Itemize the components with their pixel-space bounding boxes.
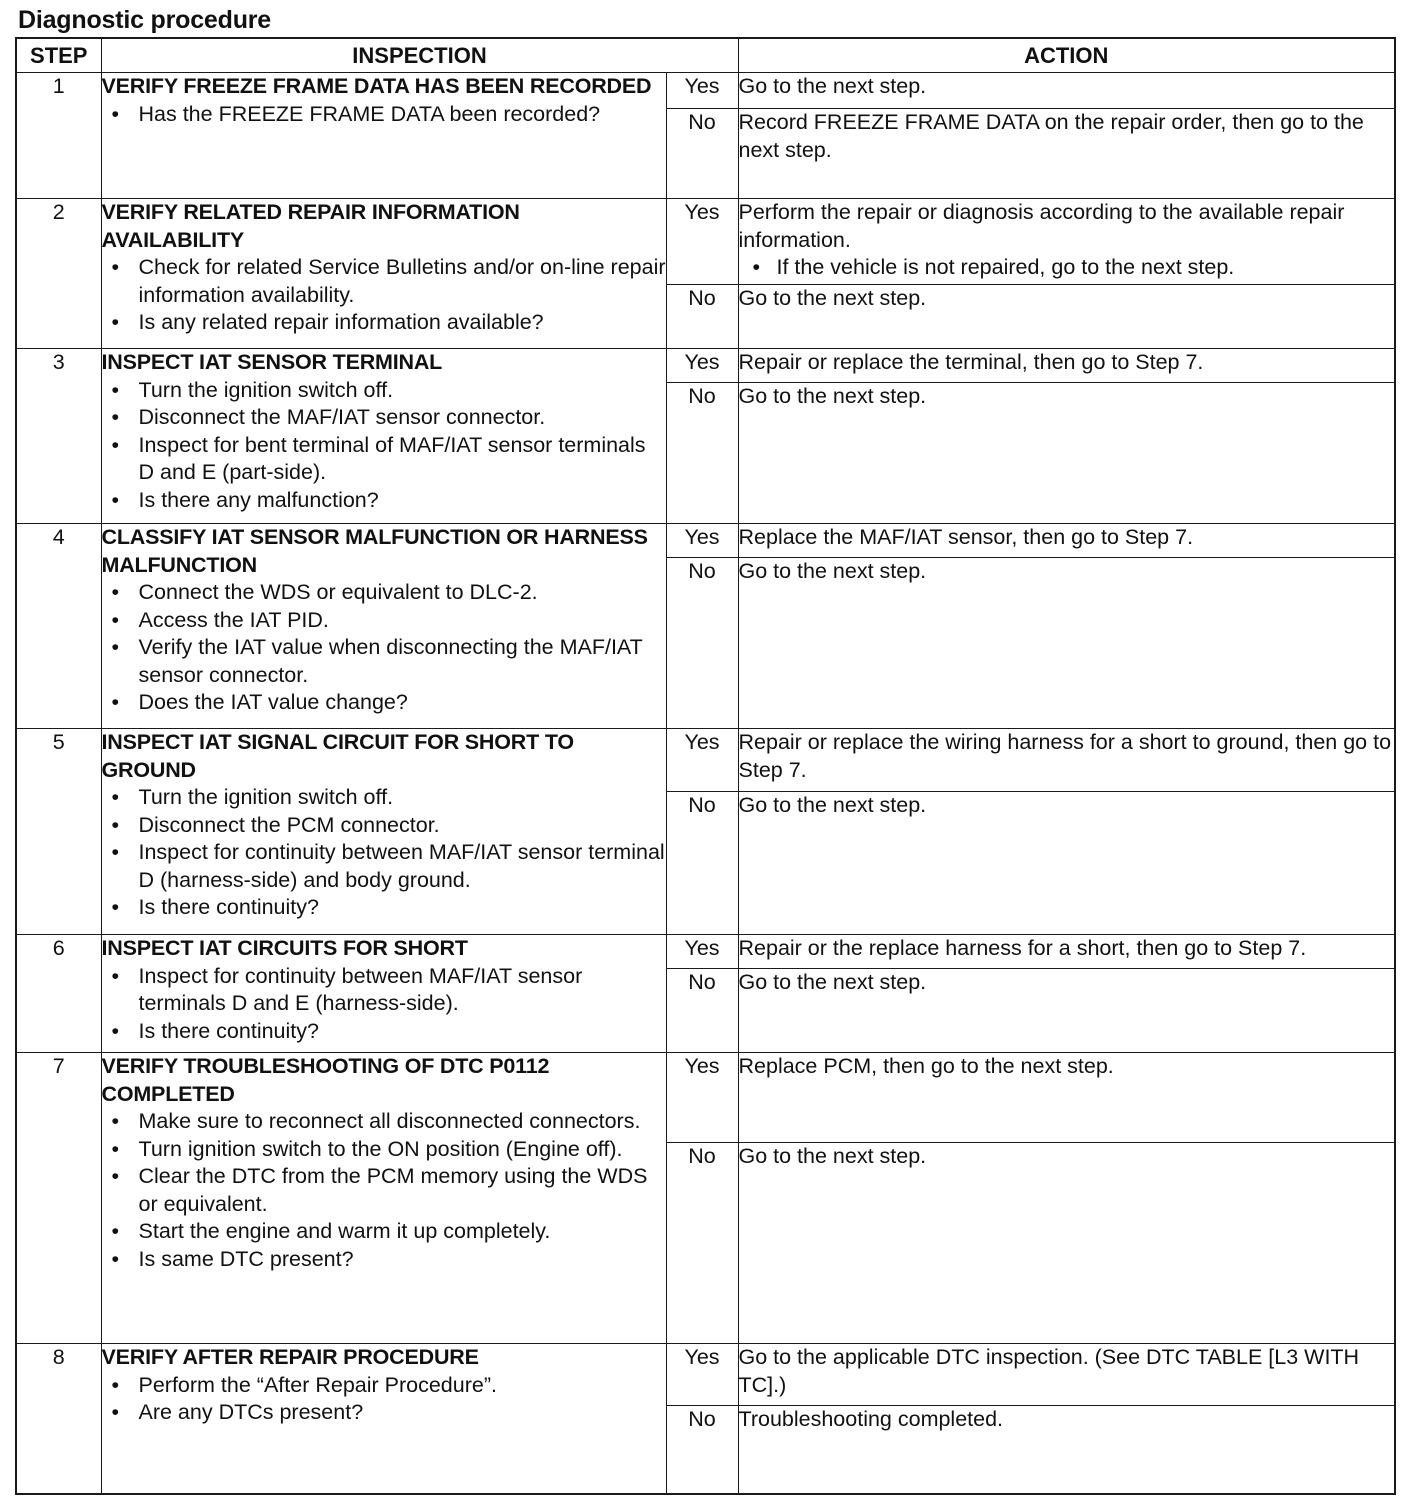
inspection-title: INSPECT IAT SENSOR TERMINAL (101, 350, 443, 374)
yes-label: Yes (666, 1344, 738, 1406)
inspection-title: CLASSIFY IAT SENSOR MALFUNCTION OR HARNESS MALFUNCTION (101, 525, 648, 577)
inspection-bullet: • Check for related Service Bulletins and/or on-line repair information availability. (102, 254, 666, 309)
inspection-bullet: • Verify the IAT value when disconnecting the MAF/IAT sensor connector. (102, 634, 666, 689)
yes-action-cell (738, 349, 1395, 383)
inspection-bullet: • Does the IAT value change? (102, 689, 666, 717)
inspection-title: VERIFY AFTER REPAIR PROCEDURE (101, 1345, 479, 1369)
yes-action-cell (738, 1344, 1395, 1406)
header-inspection: INSPECTION (101, 38, 738, 73)
inspection-bullet: • Clear the DTC from the PCM memory using the WDS or equivalent. (102, 1163, 666, 1218)
yes-label: Yes (666, 1053, 738, 1143)
table-body (16, 73, 1395, 1494)
inspection-bullet: • Inspect for bent terminal of MAF/IAT sensor terminals D and E (part-side). (102, 432, 666, 487)
inspection-cell (101, 199, 666, 349)
inspection-bullet: • Turn the ignition switch off. (102, 784, 666, 812)
no-action: Go to the next step. (738, 558, 1395, 729)
no-action: Troubleshooting completed. (738, 1406, 1395, 1494)
no-action: Record FREEZE FRAME DATA on the repair order, then go to the next step. (738, 109, 1395, 199)
step-number: 2 (16, 199, 101, 349)
inspection-bullets (102, 254, 666, 337)
inspection-title: VERIFY RELATED REPAIR INFORMATION AVAILABILITY (101, 200, 520, 252)
step-number: 4 (16, 524, 101, 729)
no-action: Go to the next step. (738, 285, 1395, 349)
yes-action: Repair or replace the wiring harness for a short to ground, then go to Step 7. (738, 730, 1392, 782)
inspection-cell (101, 73, 666, 199)
header-step: STEP (16, 38, 101, 73)
yes-action-cell (738, 524, 1395, 558)
no-action: Go to the next step. (738, 792, 1395, 935)
inspection-cell (101, 935, 666, 1053)
yes-label: Yes (666, 729, 738, 792)
table-row (16, 73, 1395, 109)
no-label: No (666, 285, 738, 349)
yes-action-cell (738, 1053, 1395, 1143)
inspection-title: VERIFY TROUBLESHOOTING OF DTC P0112 COMPLETED (101, 1054, 550, 1106)
table-row (16, 349, 1395, 383)
table-row (16, 524, 1395, 558)
inspection-bullet: • Is there continuity? (102, 894, 666, 922)
inspection-bullet: • Start the engine and warm it up completely. (102, 1218, 666, 1246)
step-number: 7 (16, 1053, 101, 1344)
page-title: Diagnostic procedure (18, 6, 271, 34)
step-number: 1 (16, 73, 101, 199)
inspection-title: VERIFY FREEZE FRAME DATA HAS BEEN RECORDED (101, 74, 652, 98)
inspection-bullet: • Turn the ignition switch off. (102, 377, 666, 405)
no-label: No (666, 1143, 738, 1344)
yes-action: Go to the applicable DTC inspection. (See DTC TABLE [L3 WITH TC].) (738, 1345, 1360, 1397)
inspection-bullets (102, 1108, 666, 1273)
yes-action-cell (738, 935, 1395, 969)
yes-action-cell (738, 199, 1395, 285)
yes-action-cell (738, 729, 1395, 792)
no-label: No (666, 1406, 738, 1494)
inspection-bullet: • Has the FREEZE FRAME DATA been recorded? (102, 101, 666, 129)
table-row (16, 729, 1395, 792)
inspection-bullet: • Connect the WDS or equivalent to DLC-2. (102, 579, 666, 607)
header-row (16, 38, 1395, 73)
inspection-bullet: • Perform the “After Repair Procedure”. (102, 1372, 666, 1400)
inspection-bullet: • Is there continuity? (102, 1018, 666, 1046)
inspection-bullet: • Is same DTC present? (102, 1246, 666, 1274)
inspection-cell (101, 729, 666, 935)
inspection-bullet: • Inspect for continuity between MAF/IAT sensor terminal D (harness-side) and body ground. (102, 839, 666, 894)
step-number: 5 (16, 729, 101, 935)
inspection-title: INSPECT IAT SIGNAL CIRCUIT FOR SHORT TO GROUND (101, 730, 574, 782)
inspection-cell (101, 524, 666, 729)
step-number: 3 (16, 349, 101, 524)
yes-label: Yes (666, 73, 738, 109)
inspection-title: INSPECT IAT CIRCUITS FOR SHORT (101, 936, 468, 960)
step-number: 6 (16, 935, 101, 1053)
inspection-cell (101, 349, 666, 524)
table-row (16, 1344, 1395, 1406)
yes-label: Yes (666, 935, 738, 969)
yes-action-cell (738, 73, 1395, 109)
step-number: 8 (16, 1344, 101, 1494)
yes-label: Yes (666, 199, 738, 285)
inspection-bullet: • Is there any malfunction? (102, 487, 666, 515)
yes-label: Yes (666, 524, 738, 558)
no-label: No (666, 969, 738, 1053)
yes-action: Replace PCM, then go to the next step. (738, 1054, 1114, 1078)
no-action: Go to the next step. (738, 969, 1395, 1053)
table-row (16, 935, 1395, 969)
no-action: Go to the next step. (738, 383, 1395, 524)
yes-action: Repair or replace the terminal, then go to Step 7. (738, 350, 1204, 374)
yes-action: Repair or the replace harness for a short, then go to Step 7. (738, 936, 1307, 960)
no-label: No (666, 792, 738, 935)
inspection-bullet: • Make sure to reconnect all disconnected connectors. (102, 1108, 666, 1136)
inspection-cell (101, 1053, 666, 1344)
inspection-bullet: • Inspect for continuity between MAF/IAT sensor terminals D and E (harness-side). (102, 963, 666, 1018)
no-label: No (666, 558, 738, 729)
inspection-bullets (102, 579, 666, 717)
header-action: ACTION (738, 38, 1395, 73)
yes-action-bullet: • If the vehicle is not repaired, go to the next step. (739, 254, 1395, 282)
yes-label: Yes (666, 349, 738, 383)
inspection-bullets (102, 1372, 666, 1427)
inspection-bullets (102, 377, 666, 515)
inspection-bullets (102, 963, 666, 1046)
no-label: No (666, 109, 738, 199)
table-row (16, 1053, 1395, 1143)
diagnostic-table (15, 37, 1396, 1495)
yes-action: Perform the repair or diagnosis according to the available repair information. (738, 200, 1345, 252)
inspection-bullets (102, 784, 666, 922)
inspection-bullet: • Is any related repair information available? (102, 309, 666, 337)
inspection-bullet: • Are any DTCs present? (102, 1399, 666, 1427)
table-row (16, 199, 1395, 285)
inspection-cell (101, 1344, 666, 1494)
no-label: No (666, 383, 738, 524)
no-action: Go to the next step. (738, 1143, 1395, 1344)
inspection-bullet: • Disconnect the MAF/IAT sensor connector. (102, 404, 666, 432)
yes-action: Replace the MAF/IAT sensor, then go to Step 7. (738, 525, 1194, 549)
inspection-bullets (102, 101, 666, 129)
inspection-bullet: • Turn ignition switch to the ON position (Engine off). (102, 1136, 666, 1164)
inspection-bullet: • Access the IAT PID. (102, 607, 666, 635)
inspection-bullet: • Disconnect the PCM connector. (102, 812, 666, 840)
yes-action: Go to the next step. (738, 74, 927, 98)
